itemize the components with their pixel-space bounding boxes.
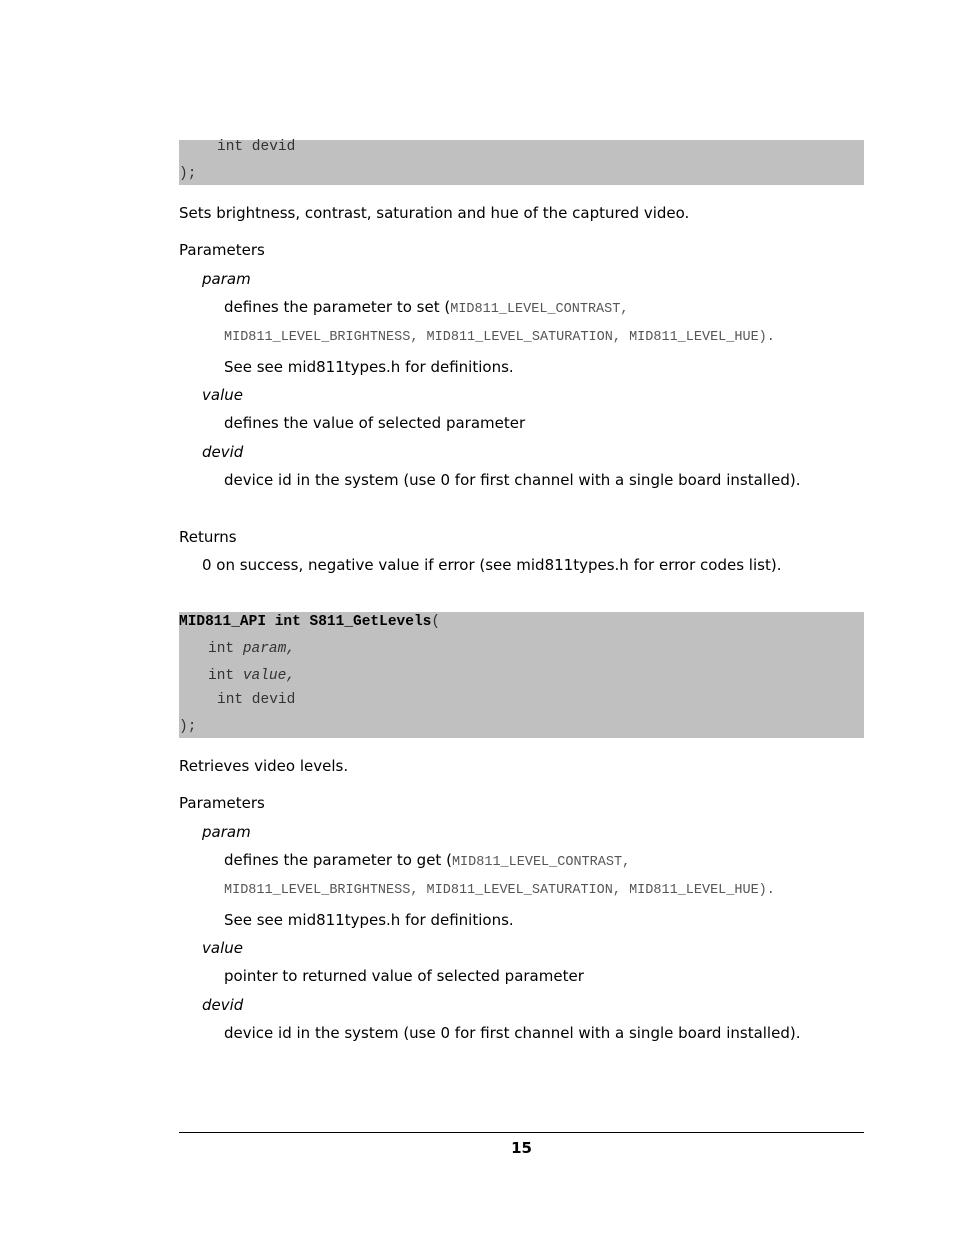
param-constants: MID811_LEVEL_BRIGHTNESS, MID811_LEVEL_SATURATION, MID811_LEVEL_HUE). bbox=[224, 883, 775, 898]
function-signature: MID811_API int S811_GetLevels( bbox=[179, 614, 441, 630]
param-description: device id in the system (use 0 for first channel with a single board installed). bbox=[224, 1024, 801, 1042]
code-arg-value: int value, bbox=[208, 668, 296, 684]
param-name: value bbox=[202, 386, 243, 404]
param-name: param bbox=[202, 823, 251, 841]
param-name: value bbox=[202, 939, 243, 957]
param-see-also: See see mid811types.h for definitions. bbox=[224, 358, 514, 376]
code-arg-devid: int devid bbox=[217, 692, 296, 708]
param-constants: MID811_LEVEL_BRIGHTNESS, MID811_LEVEL_SATURATION, MID811_LEVEL_HUE). bbox=[224, 330, 775, 345]
returns-text: 0 on success, negative value if error (see mid811types.h for error codes list). bbox=[202, 556, 782, 574]
function-description: Sets brightness, contrast, saturation and hue of the captured video. bbox=[179, 204, 690, 222]
code-close-paren: ); bbox=[179, 166, 197, 182]
parameters-heading: Parameters bbox=[179, 241, 265, 259]
param-description: defines the value of selected parameter bbox=[224, 414, 526, 432]
param-description: device id in the system (use 0 for first channel with a single board installed). bbox=[224, 471, 801, 489]
param-constant: MID811_LEVEL_CONTRAST, bbox=[450, 302, 629, 317]
param-description: defines the parameter to get (MID811_LEVEL_CONTRAST, bbox=[224, 851, 631, 870]
code-close-paren: ); bbox=[179, 719, 197, 735]
param-name: devid bbox=[202, 443, 244, 461]
code-arg-devid: int devid bbox=[217, 139, 296, 155]
param-name: param bbox=[202, 270, 251, 288]
param-constant: MID811_LEVEL_CONTRAST, bbox=[451, 855, 631, 870]
function-description: Retrieves video levels. bbox=[179, 757, 349, 775]
footer-divider bbox=[179, 1132, 864, 1133]
parameters-heading: Parameters bbox=[179, 794, 265, 812]
returns-heading: Returns bbox=[179, 528, 237, 546]
param-name: devid bbox=[202, 996, 244, 1014]
param-description: defines the parameter to set (MID811_LEVEL_CONTRAST, bbox=[224, 298, 629, 317]
param-see-also: See see mid811types.h for definitions. bbox=[224, 911, 514, 929]
code-arg-param: int param, bbox=[208, 641, 296, 657]
page-number: 15 bbox=[511, 1139, 532, 1157]
param-description: pointer to returned value of selected parameter bbox=[224, 967, 584, 985]
